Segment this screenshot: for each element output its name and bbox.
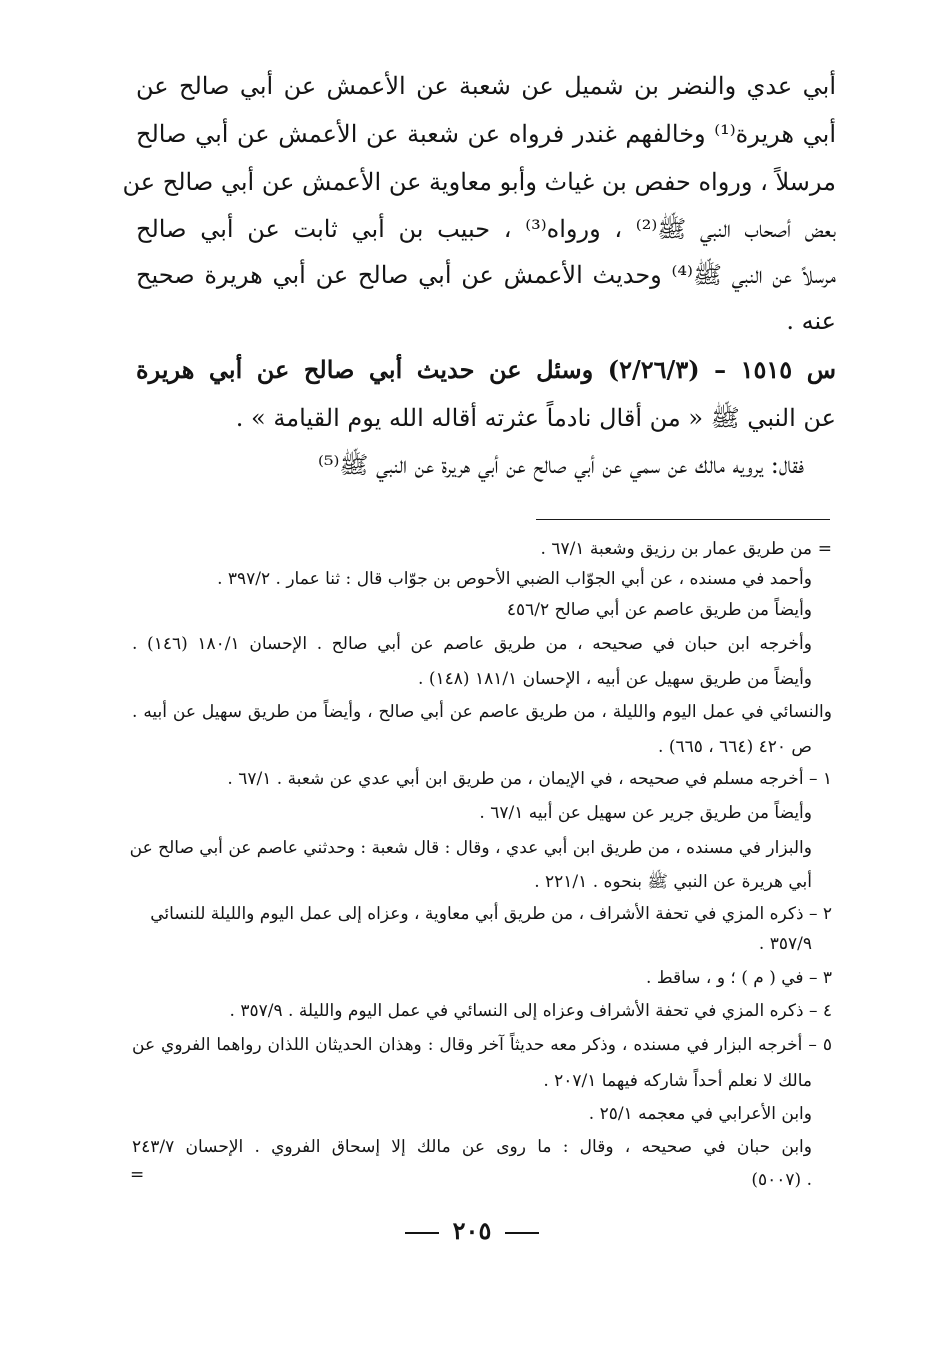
footnote-2-line-2: . ٣٥٧/٩ [758,934,812,954]
footnote-separator [536,519,830,520]
continuation-marker: = [817,539,832,559]
main-text-line-1: أبي عدي والنضر بن شميل عن شعبة عن الأعمش عن أبي صالح عن [136,72,836,100]
main-text-line-4: بعض أصحاب النبي ﷺ⁽²⁾ ، ورواه⁽³⁾ ، حبيب بن أبي ثابت عن أبي صالح [136,215,836,243]
footnote-5-line-5: (٥٠٠٧) . [751,1170,812,1190]
footnote-1-line-3: والبزار في مسنده ، من طريق ابن أبي عدي ، وقال : قال شعبة : وحدثني عاصم عن أبي صالح عن [129,838,812,858]
answer-line: فقال: يرويه مالك عن سمي عن أبي صالح عن أبي هريرة عن النبي ﷺ⁽⁵⁾ [317,451,804,479]
footnote-5-line-4: وابن حبان في صحيحه ، وقال : ما روى عن مالك إلا إسحاق الفروي . الإحسان ٢٤٣/٧ [132,1137,812,1157]
footnote-4: ٤ – ذكره المزي في تحفة الأشراف وعزاه إلى النسائي في عمل اليوم والليلة . ٣٥٧/٩ . [229,1001,832,1021]
footnote-cont-line-6: والنسائي في عمل اليوم والليلة ، من طريق عاصم عن أبي صالح ، وأيضاً من طريق سهيل عن أبيه . [132,702,832,722]
footnote-5-line-3: وابن الأعرابي في معجمه ٢٥/١ . [588,1104,812,1124]
footnote-cont-line-1: من طريق عمار بن رزيق وشعبة ٦٧/١ . [540,539,812,559]
footnote-cont-line-2: وأحمد في مسنده ، عن أبي الجوّاب الضبي الأحوص بن جوّاب قال : ثنا عمار . ٣٩٧/٢ . [217,569,812,589]
footnote-cont-line-4: وأخرجه ابن حبان في صحيحه ، من طريق عاصم عن أبي صالح . الإحسان ١٨٠/١ (١٤٦) . [132,634,812,654]
footnote-1-line-4: أبي هريرة عن النبي ﷺ بنحوه . ٢٢١/١ . [534,872,812,892]
page-number-value: ٢٠٥ [452,1216,492,1245]
question-line-2: عن النبي ﷺ « من أقال نادماً عثرته أقاله الله يوم القيامة » . [235,404,836,432]
footnote-2-line-1: ٢ – ذكره المزي في تحفة الأشراف ، من طريق أبي معاوية ، وعزاه إلى عمل اليوم والليلة للنسائي [150,904,832,924]
page-number-dash-left [405,1232,439,1234]
page-number [0,1216,944,1245]
page-number-dash-right [505,1232,539,1234]
footnote-1-line-1: ١ – أخرجه مسلم في صحيحه ، في الإيمان ، من طريق ابن أبي عدي عن شعبة . ٦٧/١ . [227,769,832,789]
main-text-line-2: أبي هريرة⁽¹⁾ وخالفهم غندر فرواه عن شعبة عن الأعمش عن أبي صالح [136,120,836,148]
footnote-5-line-1: ٥ – أخرجه البزار في مسنده ، وذكر معه حديثاً آخر وقال : وهذان الحديثان اللذان رواهما الفروي عن [132,1035,832,1055]
footnote-1-line-2: وأيضاً من طريق جرير عن سهيل عن أبيه ٦٧/١ . [479,803,812,823]
footnote-cont-line-3: وأيضاً من طريق عاصم عن أبي صالح ٤٥٦/٢ [506,600,812,620]
footnote-5-line-2: مالك لا نعلم أحداً شاركه فيهما ٢٠٧/١ . [543,1071,812,1091]
main-text-line-3: مرسلاً ، ورواه حفص بن غياث وأبو معاوية عن الأعمش عن أبي صالح عن [122,168,836,196]
footnote-cont-line-7: ص ٤٢٠ (٦٦٤ ، ٦٦٥) . [658,737,812,757]
question-heading: س ١٥١٥ – (٢/٢٦/٣) وسئل عن حديث أبي صالح عن أبي هريرة [136,355,836,384]
main-text-line-5: مرسلاً عن النبي ﷺ⁽⁴⁾ وحديث الأعمش عن أبي صالح عن أبي هريرة صحيح [136,261,836,289]
footnote-cont-line-5: وأيضاً من طريق سهيل عن أبيه ، الإحسان ١٨١/١ (١٤٨) . [418,669,812,689]
main-text-line-6: عنه . [786,307,836,335]
end-continuation-marker: = [130,1165,145,1185]
footnote-3: ٣ – في ( م ) ؛ و ، ساقط . [646,968,832,988]
